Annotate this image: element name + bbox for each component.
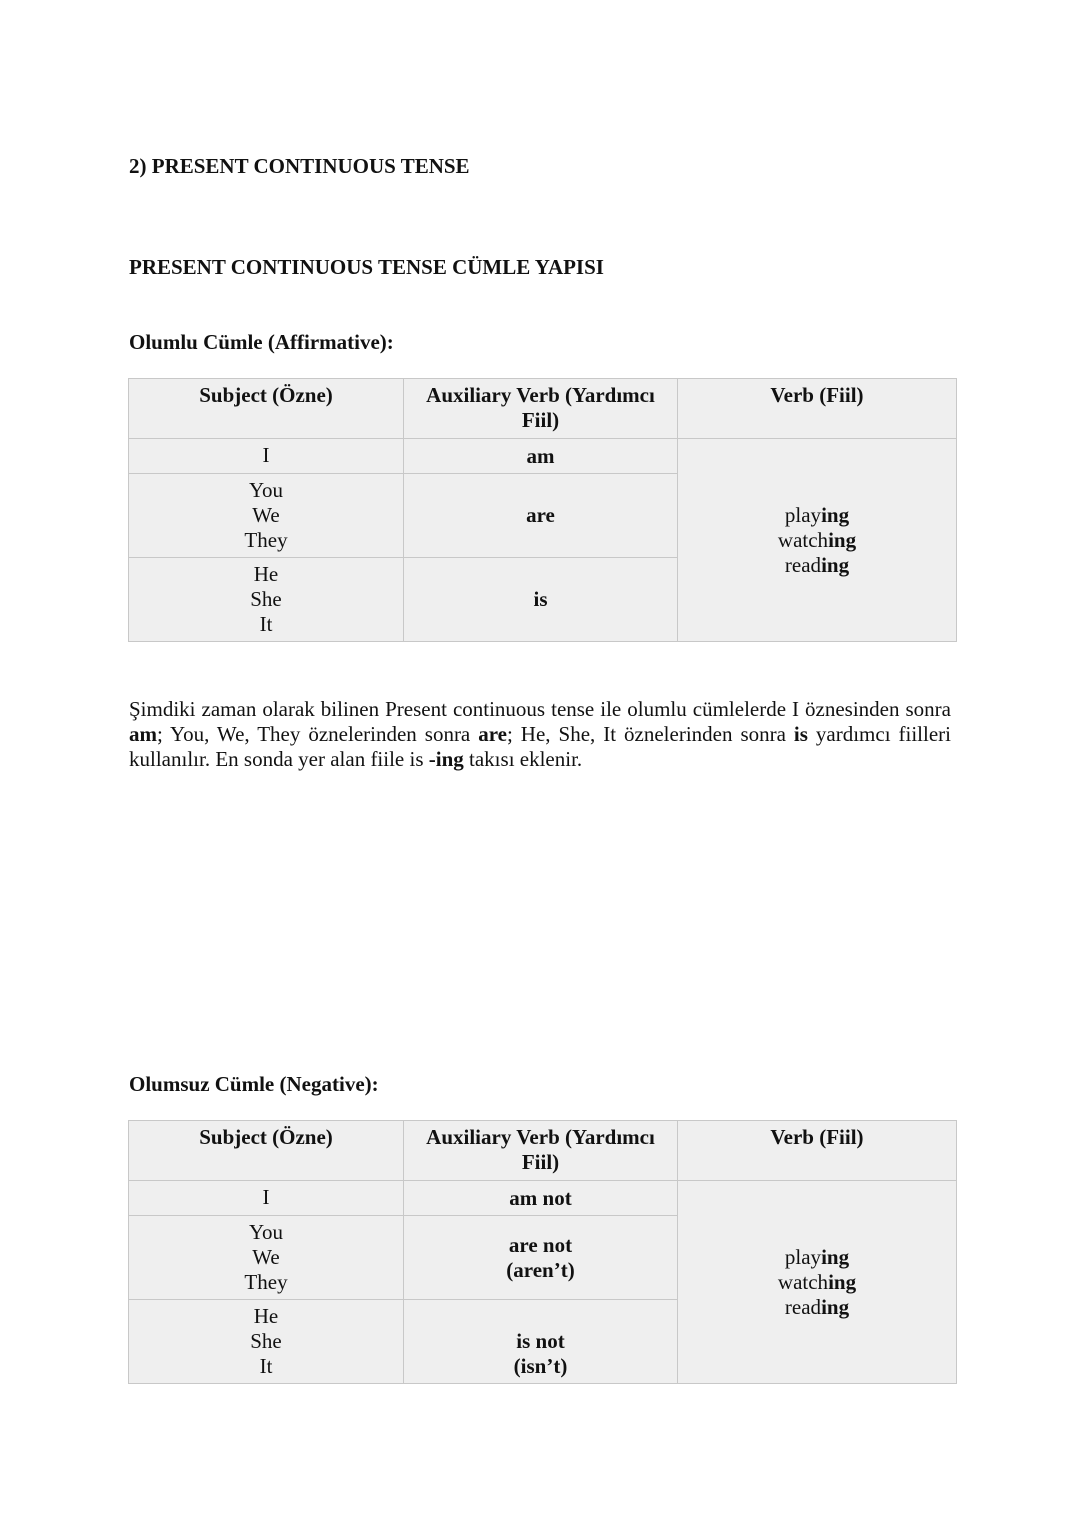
subject: I: [262, 1185, 270, 1209]
subject: They: [244, 1270, 288, 1294]
aux-verb: am not: [509, 1185, 572, 1210]
section-title: 2) PRESENT CONTINUOUS TENSE: [129, 154, 470, 178]
subject: It: [259, 1354, 273, 1378]
aux-cell: [404, 474, 678, 558]
subject: They: [244, 528, 288, 552]
verb-cell: [678, 439, 957, 642]
aux-verb-short: (aren’t): [506, 1257, 575, 1282]
subject: He: [253, 562, 279, 586]
subject: You: [248, 478, 284, 502]
aux-cell: [404, 439, 678, 474]
aux-cell: [404, 558, 678, 642]
negative-table: [128, 1120, 957, 1384]
subject: We: [252, 1245, 280, 1269]
aux-cell: [404, 1181, 678, 1216]
aux-verb-short: (isn’t): [513, 1354, 568, 1378]
header-verb: Verb (Fiil): [678, 1121, 957, 1181]
table-header-row: [129, 379, 957, 439]
header-verb: Verb (Fiil): [678, 379, 957, 439]
subject-cell: [129, 439, 404, 474]
aux-cell: [404, 1216, 678, 1300]
explanation-paragraph: Şimdiki zaman olarak bilinen Present continuous tense ile olumlu cümlelerde I öznesinden sonra am; You, We, They öznelerinden sonra are; He, She, It öznelerinden sonra is yardımcı fiilleri kullanılır. En sonda yer alan fiile is -ing takısı eklenir.: [129, 697, 951, 771]
verb-item: playing: [784, 1244, 850, 1269]
subject-cell: [129, 1300, 404, 1384]
subject: She: [250, 1329, 282, 1353]
table-row: [129, 1181, 957, 1216]
affirmative-label: Olumlu Cümle (Affirmative):: [129, 330, 394, 354]
aux-cell: [404, 1300, 678, 1384]
verb-item: reading: [784, 1294, 850, 1319]
verb-item: watching: [777, 527, 857, 552]
aux-verb: is not: [516, 1329, 565, 1353]
section-subtitle: PRESENT CONTINUOUS TENSE CÜMLE YAPISI: [129, 255, 604, 279]
subject-cell: [129, 1181, 404, 1216]
verb-cell: [678, 1181, 957, 1384]
aux-verb: are not: [508, 1232, 573, 1257]
subject-cell: [129, 1216, 404, 1300]
affirmative-table: [128, 378, 957, 642]
subject-cell: [129, 474, 404, 558]
subject: We: [252, 503, 280, 527]
header-auxiliary: Auxiliary Verb (Yardımcı Fiil): [404, 379, 678, 439]
subject: It: [259, 612, 273, 636]
aux-verb: am: [526, 443, 555, 468]
table-row: [129, 439, 957, 474]
verb-item: playing: [784, 502, 850, 527]
aux-verb: is: [533, 587, 548, 611]
verb-item: watching: [777, 1269, 857, 1294]
subject: You: [248, 1220, 284, 1244]
subject-cell: [129, 558, 404, 642]
negative-label: Olumsuz Cümle (Negative):: [129, 1072, 379, 1096]
verb-item: reading: [784, 552, 850, 577]
header-auxiliary: Auxiliary Verb (Yardımcı Fiil): [404, 1121, 678, 1181]
aux-verb: are: [526, 503, 555, 527]
header-subject: Subject (Özne): [129, 379, 404, 439]
table-header-row: [129, 1121, 957, 1181]
subject: I: [262, 443, 270, 467]
subject: He: [253, 1304, 279, 1328]
header-subject: Subject (Özne): [129, 1121, 404, 1181]
subject: She: [250, 587, 282, 611]
